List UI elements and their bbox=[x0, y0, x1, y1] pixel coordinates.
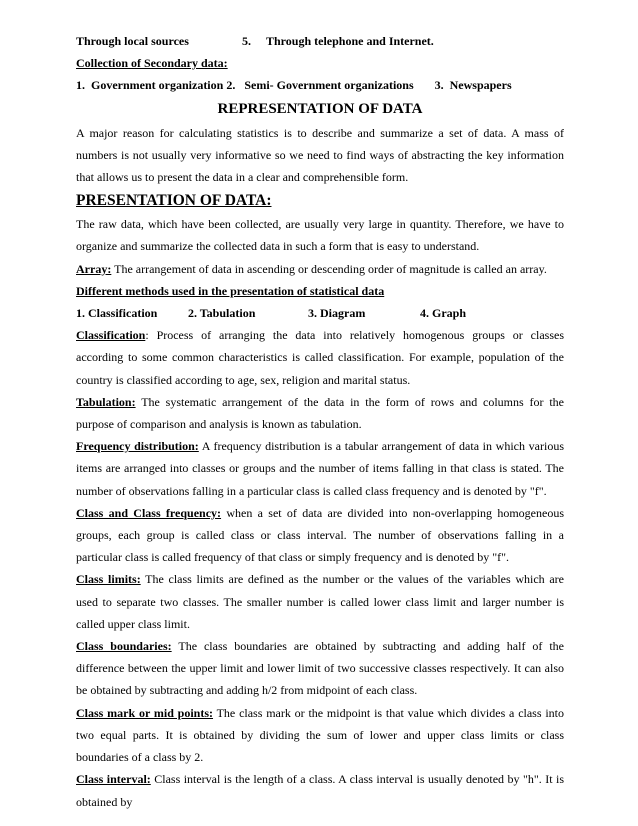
page-title: REPRESENTATION OF DATA bbox=[217, 100, 423, 117]
class-freq-line-3: particular class is called frequency of that class or simply frequency and is denoted by "f". bbox=[76, 550, 509, 565]
methods-heading: Different methods used in the presentation of statistical data bbox=[76, 283, 385, 298]
classification-text-1: : Process of arranging the data into relatively homogenous groups or classes bbox=[145, 328, 564, 343]
classification-line-1 bbox=[76, 324, 564, 346]
method-tabulation: 2. Tabulation bbox=[188, 306, 256, 321]
intro-line-1: A major reason for calculating statistics is to describe and summarize a set of data. A mass of bbox=[76, 125, 564, 140]
local-sources-text: Through local sources bbox=[76, 34, 189, 48]
document-page bbox=[76, 30, 564, 813]
class-limits-line-1 bbox=[76, 568, 564, 590]
intro-line-3: that allows us to present the data in a clear and comprehensible form. bbox=[76, 170, 409, 185]
class-boundaries-term: Class boundaries: bbox=[76, 639, 172, 654]
frequency-term: Frequency distribution: bbox=[76, 439, 199, 454]
class-freq-line-2: groups, each group is called class or class interval. The number of observations falling in a bbox=[76, 528, 564, 543]
method-graph: 4. Graph bbox=[420, 306, 467, 321]
class-limits-line-2: used to separate two classes. The smaller number is called lower class limit and larger number is bbox=[76, 594, 564, 609]
class-mark-line-3: boundaries of a class by 2. bbox=[76, 750, 204, 765]
tabulation-term: Tabulation: bbox=[76, 394, 136, 409]
sources-line bbox=[76, 30, 564, 52]
presentation-line-2: organize and summarize the collected data in such a form that is easy to understand. bbox=[76, 239, 480, 254]
class-limits-line-3: called upper class limit. bbox=[76, 616, 190, 631]
frequency-text-1: A frequency distribution is a tabular arrangement of data in which various bbox=[198, 439, 565, 454]
tabulation-text-1: The systematic arrangement of the data in the form of rows and columns for the bbox=[135, 394, 564, 409]
class-mark-term: Class mark or mid points: bbox=[76, 705, 214, 720]
item-number: 5. bbox=[242, 34, 251, 48]
class-interval-line-1 bbox=[76, 768, 564, 790]
presentation-line-1: The raw data, which have been collected, are usually very large in quantity. Therefore, we have to bbox=[76, 217, 564, 232]
intro-line-2: numbers is not usually very informative so we need to find ways of abstracting the key information bbox=[76, 147, 564, 162]
methods-list bbox=[76, 302, 564, 324]
secondary-data-heading: Collection of Secondary data: bbox=[76, 56, 228, 71]
class-boundaries-line-2: difference between the upper limit and lower limit of two successive classes respectively. It can also bbox=[76, 661, 564, 676]
class-freq-term: Class and Class frequency: bbox=[76, 505, 222, 520]
class-limits-text-1: The class limits are defined as the number or the values of the variables which are bbox=[140, 572, 564, 587]
class-freq-line-1 bbox=[76, 502, 564, 524]
classification-term: Classification bbox=[76, 328, 146, 343]
class-interval-line-2: obtained by bbox=[76, 794, 133, 809]
class-mark-text-1: The class mark or the midpoint is that value which divides a class into bbox=[213, 705, 564, 720]
tabulation-line-1 bbox=[76, 391, 564, 413]
array-term: Array: bbox=[76, 261, 112, 276]
class-mark-line-2: two equal parts. It is obtained by dividing the sum of lower and upper class limits or class bbox=[76, 727, 564, 742]
class-boundaries-line-3: be obtained by subtracting and adding h/2 from midpoint of each class. bbox=[76, 683, 418, 698]
class-boundaries-line-1 bbox=[76, 635, 564, 657]
classification-line-3: country is classified according to age, sex, religion and marital status. bbox=[76, 372, 411, 387]
classification-line-2: according to some common characteristics is called classification. For example, population of the bbox=[76, 350, 564, 365]
method-classification: 1. Classification bbox=[76, 306, 158, 321]
method-diagram: 3. Diagram bbox=[308, 306, 366, 321]
frequency-line-2: items are arranged into classes or groups and the number of items falling in that class is stated. The bbox=[76, 461, 564, 476]
presentation-heading: PRESENTATION OF DATA: bbox=[76, 192, 272, 210]
class-freq-text-1: when a set of data are divided into non-overlapping homogeneous bbox=[221, 505, 564, 520]
tabulation-line-2: purpose of comparison and analysis is known as tabulation. bbox=[76, 417, 362, 432]
array-text: The arrangement of data in ascending or descending order of magnitude is called an array. bbox=[111, 261, 547, 276]
array-definition bbox=[76, 258, 564, 280]
class-interval-term: Class interval: bbox=[76, 772, 151, 787]
class-limits-term: Class limits: bbox=[76, 572, 141, 587]
class-boundaries-text-1: The class boundaries are obtained by subtracting and adding half of the bbox=[171, 639, 564, 654]
class-mark-line-1 bbox=[76, 702, 564, 724]
frequency-line-3: number of observations falling in a particular class is called class frequency and is denoted by "f". bbox=[76, 483, 547, 498]
secondary-data-items: 1. Government organization 2. Semi- Government organizations 3. Newspapers bbox=[76, 78, 512, 93]
telephone-internet-text: Through telephone and Internet. bbox=[266, 34, 434, 48]
class-interval-text-1: Class interval is the length of a class. A class interval is usually denoted by "h". It is bbox=[150, 772, 564, 787]
frequency-line-1 bbox=[76, 435, 564, 457]
